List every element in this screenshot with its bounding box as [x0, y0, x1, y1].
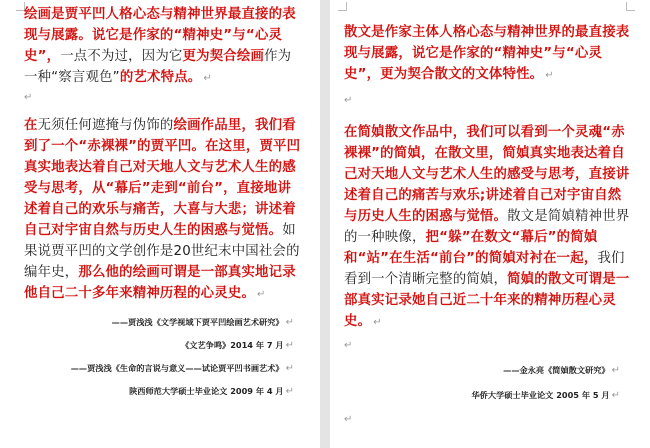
plain-text-run: 作为一种“察言观色”: [24, 49, 292, 85]
pilcrow-mark: ↵: [257, 289, 266, 300]
highlighted-text-run: 散文是作家主体人格心态与精神世界的最直接表现与展露，说它是作家的“精神史”与“心灵史”，更为契合散文的文体特性。: [344, 25, 630, 82]
citation-line: [24, 363, 294, 374]
citation-text: 陕西师范大学硕士毕业论文 2009 年 4 月: [129, 386, 284, 396]
pilcrow-mark: ↵: [285, 340, 294, 351]
pilcrow-mark: ↵: [344, 340, 353, 351]
citation-line: [24, 386, 294, 397]
pilcrow-mark: ↵: [285, 386, 294, 397]
plain-text-run: 一点不为过，因为它: [60, 49, 183, 64]
citation-text: ——贾浅浅《文学视域下贾平凹绘画艺术研究》: [111, 317, 284, 327]
left-document-page: [0, 0, 320, 448]
pilcrow-mark: ↵: [203, 73, 212, 84]
highlighted-text-run: 绘画是贾平凹人格心态与精神世界最直接的表现与展露。: [24, 7, 296, 43]
highlighted-text-run: 在: [24, 118, 38, 133]
citation-text: 《文艺争鸣》2014 年 7 月: [181, 340, 284, 350]
citation-text: ——贾浅浅《生命的言说与意义——试论贾平凹书画艺术》: [70, 363, 284, 373]
left-page-content: [24, 0, 304, 397]
right-page-content: [344, 0, 632, 429]
page-gutter: [320, 0, 330, 448]
citation-line: [344, 365, 620, 376]
highlighted-text-run: 那么他的绘画可谓是一部真实地记录他自己二十多年来精神历程的心灵史。: [24, 265, 296, 301]
right-paragraph-1: [344, 22, 632, 86]
citation-line: [24, 340, 294, 351]
highlighted-text-run: 绘画作品里，我们看到了一个“赤裸裸”的贾平凹。在这里，贾平凹真实地表达着自己对天地人文与艺术人生的感受与思考，从“幕后”走到“前台”，直接地讲述着自己的欢乐与痛苦，大喜与大悲；讲述着自己对宇宙自然与历史人生的困惑与觉悟。: [24, 118, 301, 238]
pilcrow-mark: ↵: [611, 365, 620, 376]
empty-line: [24, 89, 304, 107]
citation-line: [24, 317, 294, 328]
pilcrow-mark: ↵: [285, 317, 294, 328]
empty-line: [344, 337, 632, 355]
highlighted-text-run: 更为契合绘画: [182, 49, 265, 64]
pilcrow-mark: ↵: [545, 70, 554, 81]
highlighted-text-run: 把“躲”在数文“幕后”的简媜和“站”在生活“前台”的简媜对衬在一起，: [344, 230, 598, 266]
citation-line: [344, 390, 620, 401]
highlighted-text-run: 说它是作家的“精神史”与“心灵史”，: [24, 28, 283, 64]
plain-text-run: 如果说贾平凹的文学创作是20世纪末中国社会的编年史，: [24, 223, 300, 280]
pilcrow-mark: ↵: [611, 390, 620, 401]
left-paragraph-1: [24, 4, 304, 89]
right-paragraph-2: [344, 122, 632, 333]
highlighted-text-run: 在简媜散文作品中，我们可以看到一个灵魂“赤裸裸”的简媜，在散文里，简媜真实地表达着自己对天地人文与艺术人生的感受与思考，直接讲述着自己的痛苦与欢乐;讲述着自己对宇宙自然与历史人生的困惑与觉悟。: [344, 125, 630, 224]
pilcrow-mark: ↵: [24, 92, 33, 103]
pilcrow-mark: ↵: [344, 95, 353, 106]
empty-line: [344, 92, 632, 110]
plain-text-run: 无须任何遮掩与伪饰的: [37, 118, 174, 133]
pilcrow-mark: ↵: [373, 317, 382, 328]
right-document-page: [330, 0, 650, 448]
empty-line: [344, 411, 632, 429]
plain-text-run: 我们看到一个清晰完整的简媜，: [344, 251, 625, 287]
citation-text: 华侨大学硕士毕业论文 2005 年 5 月: [471, 390, 610, 400]
pilcrow-mark: ↵: [285, 363, 294, 374]
citation-text: ——金永亮《简媜散文研究》: [503, 365, 610, 375]
highlighted-text-run: 简媜的散文可谓是一部真实记录她自己近二十年来的精神历程心灵史。: [344, 272, 630, 329]
plain-text-run: 散文是简媜精神世界的一种映像，: [344, 209, 630, 245]
highlighted-text-run: 的艺术特点。: [119, 70, 202, 85]
left-paragraph-2: [24, 115, 304, 305]
pilcrow-mark: ↵: [344, 414, 353, 425]
